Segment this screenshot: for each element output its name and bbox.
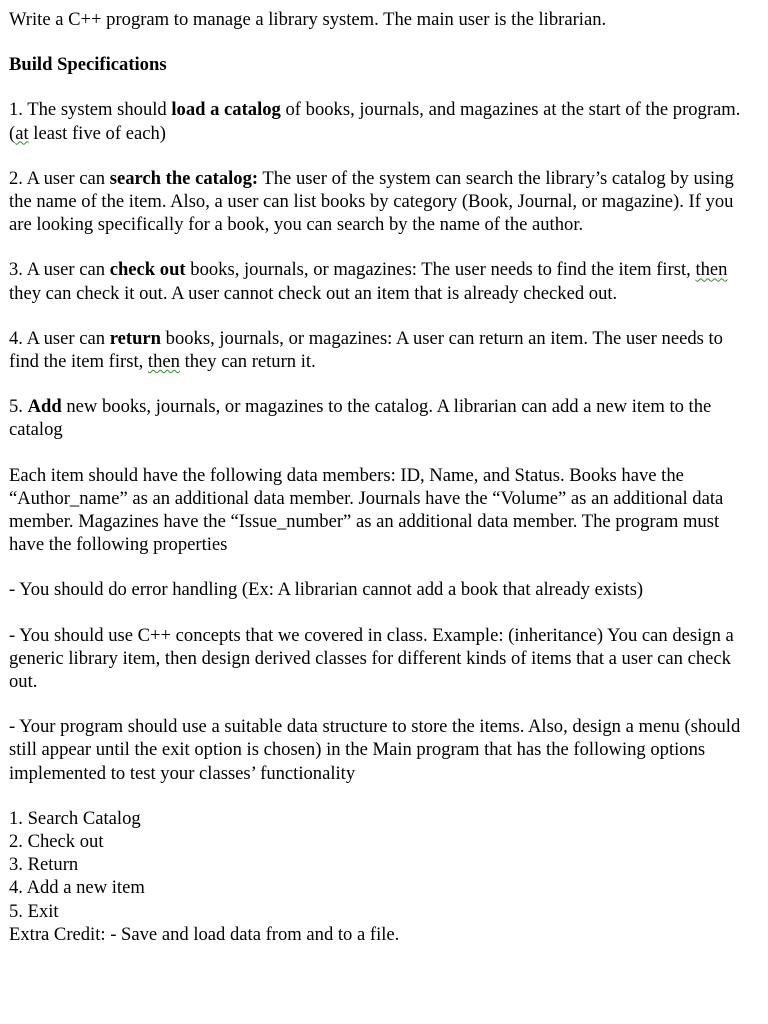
list-item: 4. Add a new item	[9, 877, 145, 899]
spec4-text-a: 4. A user can	[9, 327, 110, 349]
spec2-text-c: The user of the system can search the library’s catalog by using the name of the item. Also, a user can list books by category (Book, Journal, or magazine). If you are looking specifically for a book, you can search by the name of the author.	[9, 167, 734, 236]
spec3-text-c: books, journals, or magazines: The user needs to find the item first,	[185, 259, 696, 281]
spec-add	[9, 395, 754, 441]
heading-text: Build Specifications	[9, 54, 167, 76]
spec3-bold: check out	[109, 259, 186, 281]
requirement-error-handling: - You should do error handling (Ex: A librarian cannot add a book that already exists)	[9, 579, 644, 601]
spec4-bold: return	[109, 327, 161, 349]
extra-credit: Extra Credit: - Save and load data from and to a file.	[9, 923, 400, 945]
spec5-text-c: new books, journals, or magazines to the catalog. A librarian can add a new item to the catalog	[9, 396, 712, 441]
spec5-text-a: 5.	[9, 396, 28, 418]
spec-load-catalog	[9, 98, 754, 144]
spec1-text-c: of books, journals, and magazines at the start of the program. (	[9, 99, 741, 144]
spec-search-catalog	[9, 167, 754, 237]
section-heading	[9, 53, 754, 76]
spelling-squiggle: at	[15, 122, 29, 144]
spec1-bold: load a catalog	[171, 99, 281, 121]
list-item: 3. Return	[9, 854, 79, 876]
spelling-squiggle: then	[695, 259, 728, 281]
list-item: 2. Check out	[9, 831, 104, 853]
requirement-data-structure: - Your program should use a suitable data structure to store the items. Also, design a menu (should still appear until the exit option is chosen) in the Main program that has the following options implemented to test your classes’ functionality	[9, 716, 741, 784]
document-body	[9, 8, 754, 946]
spec-check-out	[9, 258, 754, 304]
list-item: 5. Exit	[9, 900, 59, 922]
spec3-text-a: 3. A user can	[9, 259, 110, 281]
spec4-text-c: books, journals, or magazines: A user can return an item. The user needs to find the item first,	[9, 327, 723, 373]
spec4-text-d: they can return it.	[179, 351, 316, 373]
intro-paragraph: Write a C++ program to manage a library system. The main user is the librarian.	[9, 9, 607, 30]
spec3-text-d: they can check it out. A user cannot check out an item that is already checked out.	[9, 282, 618, 304]
spelling-squiggle: then	[147, 351, 180, 373]
spec2-bold: search the catalog:	[109, 167, 259, 189]
list-item: 1. Search Catalog	[9, 807, 141, 829]
requirement-cpp-concepts: - You should use C++ concepts that we covered in class. Example: (inheritance) You can design a generic library item, then design derived classes for different kinds of items that a user can check out.	[9, 624, 734, 693]
spec2-text-a: 2. A user can	[9, 167, 110, 189]
spec-return	[9, 327, 754, 373]
menu-options-list	[9, 807, 754, 923]
spec1-text-d: least five of each)	[28, 122, 166, 144]
data-members-paragraph: Each item should have the following data members: ID, Name, and Status. Books have the “Author_name” as an additional data member. Journals have the “Volume” as an additional data member. Magazines have the “Issue_number” as an additional data member. The program must have the following properties	[9, 464, 724, 556]
spec1-text-a: 1. The system should	[9, 99, 172, 121]
spec5-bold: Add	[27, 396, 62, 418]
